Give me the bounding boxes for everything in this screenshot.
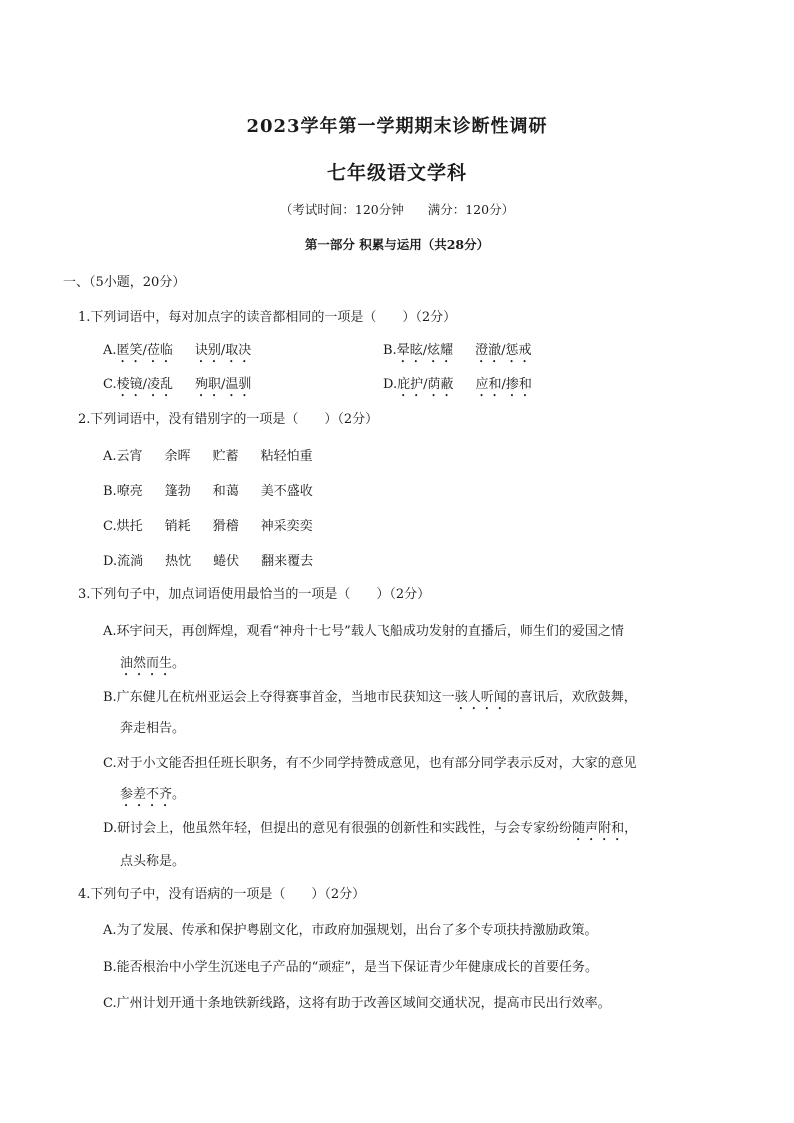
word-pair: 诀别/取决 bbox=[194, 343, 252, 358]
q3-option-a-line1: A.环宇问天，再创辉煌，观看“神舟十七号”载人飞船成功发射的直播后，师生们的爱国之情 bbox=[103, 624, 624, 639]
emphasized-phrase: 参差不齐 bbox=[120, 787, 173, 802]
option-letter: C. bbox=[103, 377, 117, 392]
word-pair: 殉职/温驯 bbox=[195, 377, 252, 392]
word: 嘹亮 bbox=[116, 484, 143, 499]
word: 烘托 bbox=[116, 519, 143, 534]
q2-option-a bbox=[103, 445, 313, 464]
q1-stem: 1.下列词语中，每对加点字的读音都相同的一项是（ ）（2分） bbox=[78, 310, 457, 325]
q1-option-d bbox=[383, 373, 532, 400]
word-pair: 澄澈/惩戒 bbox=[475, 343, 532, 358]
text: 。 bbox=[172, 787, 186, 802]
word: 热忱 bbox=[165, 554, 192, 569]
q1-option-c bbox=[103, 373, 251, 400]
option-letter: A. bbox=[103, 449, 117, 464]
word: 神采奕奕 bbox=[260, 519, 313, 534]
emphasized-phrase: 随声附和 bbox=[572, 821, 625, 836]
text: ， bbox=[624, 821, 638, 836]
word: 和蔼 bbox=[212, 484, 239, 499]
word: 云宵 bbox=[116, 449, 143, 464]
word: 美不盛收 bbox=[260, 484, 313, 499]
option-letter: B. bbox=[103, 484, 117, 499]
q3-option-d-line1 bbox=[103, 817, 637, 844]
word: 余晖 bbox=[164, 449, 191, 464]
q2-option-b bbox=[103, 480, 313, 499]
emphasized-phrase: 骇人听闻 bbox=[454, 690, 507, 705]
word: 翻来覆去 bbox=[261, 554, 314, 569]
exam-title: 2023学年第一学期期末诊断性调研 bbox=[246, 116, 548, 137]
word-pair: 棱镜/凌乱 bbox=[116, 377, 174, 392]
q4-option-c: C.广州计划开通十条地铁新线路，这将有助于改善区域间交通状况，提高市民出行效率。 bbox=[103, 996, 611, 1011]
word-pair: 晕眩/炫耀 bbox=[396, 343, 454, 358]
text: 的喜讯后，欢欣鼓舞， bbox=[506, 690, 637, 705]
q1-option-a bbox=[103, 339, 251, 366]
word: 蜷伏 bbox=[213, 554, 240, 569]
word: 贮蓄 bbox=[212, 449, 239, 464]
q2-option-c bbox=[103, 515, 313, 534]
option-letter: B. bbox=[383, 343, 397, 358]
section-label: 一、（5小题，20分） bbox=[63, 275, 186, 290]
word: 猾稽 bbox=[212, 519, 239, 534]
q4-option-a: A.为了发展、传承和保护粤剧文化，市政府加强规划，出台了多个专项扶持激励政策。 bbox=[103, 923, 598, 938]
text: D.研讨会上，他虽然年轻，但提出的意见有很强的创新性和实践性，与会专家纷纷 bbox=[103, 821, 573, 836]
part-title: 第一部分 积累与运用（共28分） bbox=[304, 237, 490, 252]
word-pair: 匿笑/莅临 bbox=[116, 343, 173, 358]
q3-option-b-line2: 奔走相告。 bbox=[120, 721, 186, 736]
q2-stem-text: 2.下列词语中，没有错别字的一项是（ ）（2分） bbox=[78, 412, 379, 427]
word: 粘轻怕重 bbox=[260, 449, 313, 464]
text: 。 bbox=[172, 656, 186, 671]
word: 销耗 bbox=[164, 519, 191, 534]
exam-info bbox=[0, 200, 794, 218]
full-score: 满分：120分） bbox=[427, 202, 515, 217]
option-letter: D. bbox=[103, 554, 118, 569]
word: 篷勃 bbox=[164, 484, 191, 499]
option-letter: A. bbox=[103, 343, 117, 358]
option-letter: D. bbox=[383, 377, 398, 392]
word: 流淌 bbox=[117, 554, 144, 569]
exam-time: （考试时间：120分钟 bbox=[279, 202, 404, 217]
q1-option-b bbox=[383, 339, 531, 366]
q2-option-d bbox=[103, 550, 313, 569]
emphasized-phrase: 油然而生 bbox=[120, 656, 173, 671]
q3-option-a-line2 bbox=[120, 652, 185, 679]
q3-option-c-line2 bbox=[120, 783, 185, 810]
q3-option-d-line2: 点头称是。 bbox=[120, 854, 186, 869]
q3-option-c-line1: C.对于小文能否担任班长职务，有不少同学持赞成意见，也有部分同学表示反对，大家的意见 bbox=[103, 756, 637, 771]
q4-stem: 4.下列句子中，没有语病的一项是（ ）（2分） bbox=[78, 887, 366, 902]
word-pair: 庇护/荫蔽 bbox=[397, 377, 454, 392]
q3-option-b-line1 bbox=[103, 686, 637, 713]
q2-stem bbox=[78, 408, 378, 427]
word-pair: 应和/掺和 bbox=[475, 377, 532, 392]
option-letter: C. bbox=[103, 519, 117, 534]
exam-subject: 七年级语文学科 bbox=[326, 162, 467, 184]
text: B.广东健儿在杭州亚运会上夺得赛事首金，当地市民获知这一 bbox=[103, 690, 455, 705]
q3-stem: 3.下列句子中，加点词语使用最恰当的一项是（ ）（2分） bbox=[78, 587, 431, 602]
q4-option-b: B.能否根治中小学生沉迷电子产品的“顽症”，是当下保证青少年健康成长的首要任务。 bbox=[103, 960, 598, 975]
